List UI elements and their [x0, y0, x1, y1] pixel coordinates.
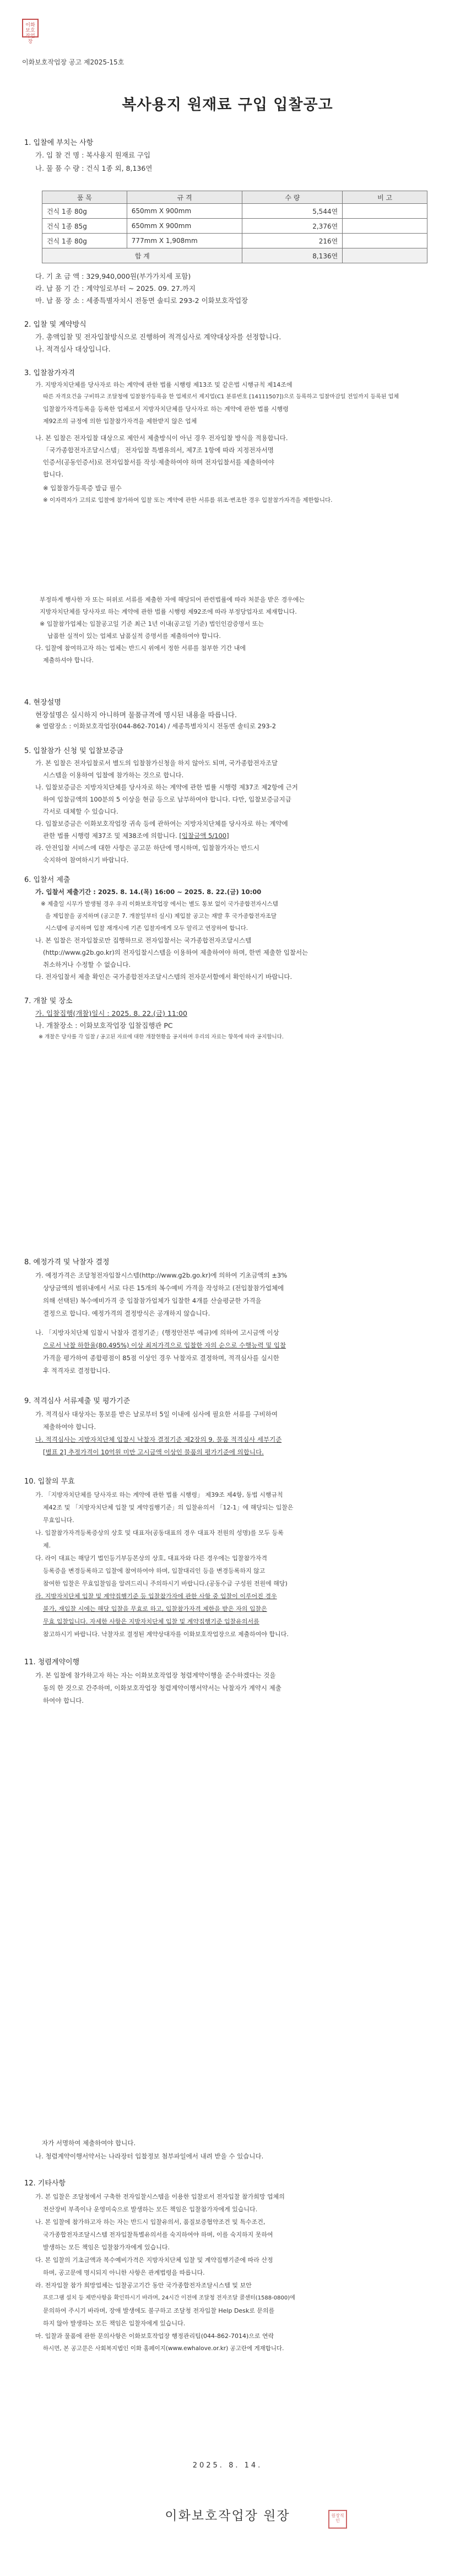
col-note: 비 고 [343, 191, 427, 204]
s3-note-2: ※ 이자력자가 고의로 입찰에 참가하여 입찰 또는 계약에 관한 서류를 위조·변조한 경우 입찰참가자격을 제한합니다. [43, 497, 333, 504]
section-11-heading: 11. 청렴계약이행 [24, 1658, 80, 1666]
cell-item: 건식 1종 85g [42, 219, 127, 234]
col-item: 품 목 [42, 191, 127, 204]
s8-line: 나. 「지방자치단체 입찰시 낙찰자 결정기준」(행정안전부 예규)에 의하여 고시금액 이상 [35, 1329, 279, 1336]
s4-line-2: ※ 열람장소 : 이화보호작업장(044-862-7014) / 세종특별자치시 전동면 솔티로 293-2 [35, 722, 277, 730]
s5-line: 라. 안전입찰 서비스에 대한 사항은 공고문 하단에 명시하며, 입찰참가자는 반드시 [35, 844, 259, 852]
s3-cont-line: 지방자치단체를 당사자로 하는 계약에 관한 법률 시행령 제92조에 따라 부정당업자로 제재합니다. [40, 608, 297, 615]
s3-cont-line: 제출하셔야 합니다. [43, 657, 94, 664]
s6-line: 취소하거나 수정할 수 없습니다. [43, 961, 131, 968]
s2-line-1: 가. 총액입찰 및 전자입찰방식으로 진행하여 적격심사로 계약대상자를 선정합니다. [35, 333, 281, 341]
cell-qty: 216연 [242, 234, 343, 248]
s12-line: 발생하는 모든 책임은 입찰참가자에게 있습니다. [43, 2244, 170, 2251]
s7-opening-time: 가. 입찰집행(개찰)일시 : 2025. 8. 22.(금) 11:00 [35, 1009, 187, 1018]
table-row [42, 219, 427, 234]
s11-line: 가. 본 입찰에 참가하고자 하는 자는 이화보호작업장 청렴계약이행을 준수하겠다는 것을 [35, 1671, 276, 1679]
s12-line: 나. 본 입찰에 참가하고자 하는 자는 반드시 입찰유의서, 품질보증협약조건 및 특수조건, [35, 2218, 266, 2226]
cell-item: 건식 1종 80g [42, 234, 127, 248]
s10-line: 불가, 재입찰 시에는 해당 입찰을 무효로 하고, 입찰참가자격 제한을 받은 자의 입찰은 [43, 1605, 267, 1612]
s10-line: 나. 입찰참가자격등록증상의 상호 및 대표자(공동대표의 경우 대표자 전원의 성명)를 모두 등록 [35, 1529, 284, 1536]
s10-line: 등록증을 변경등록하고 입찰에 참여하여야 하며, 입찰대리인 등을 변경등록하지 않고 [43, 1567, 266, 1574]
section-5-heading: 5. 입찰참가 신청 및 입찰보증금 [24, 747, 123, 755]
s10-line: 무효 입찰입니다. 자세한 사항은 지방자치단체 입찰 및 계약집행기준 입찰유의서를 [43, 1618, 259, 1625]
s6-line: 나. 본 입찰은 전자입찰로만 집행하므로 전자입찰서는 국가종합전자조달시스템 [35, 937, 252, 944]
s12-line: 다. 본 입찰의 기초금액과 복수예비가격은 지방자치단체 입찰 및 계약집행기준에 따라 산정 [35, 2256, 273, 2264]
cell-qty: 2,376연 [242, 219, 343, 234]
s12-line: 프로그램 설치 등 제반사항을 확인하시기 바라며, 24시간 이전에 조달청 전자조달 콜센터(1588-0800)에 [43, 2295, 295, 2301]
s3-note-1: ※ 입찰참가등록증 발급 필수 [43, 484, 122, 492]
s6-line: 가. 입찰서 제출기간 : 2025. 8. 14.(목) 16:00 ~ 2025. 8. 22.(금) 10:00 [35, 888, 262, 896]
s10-line: 무효입니다. [43, 1517, 74, 1524]
page-title: 복사용지 원재료 구입 입찰공고 [122, 96, 333, 113]
s2-line-2: 나. 적격심사 대상입니다. [35, 345, 111, 353]
registration-stamp [22, 19, 39, 45]
s8-line: 상당금액의 범위내에서 서로 다른 15개의 복수예비 가격을 작성하고 (전입찰참가업체에 [43, 1284, 284, 1292]
s6-line: (http://www.g2b.go.kr)의 전자입찰시스템을 이용하여 제출하여야 하며, 한번 제출한 입찰서는 [43, 949, 308, 956]
total-note [343, 248, 427, 263]
s6-line: 을 제입찰을 공지하며 (공고문 7. 개찰일부터 실시) 제입찰 공고는 재발 후 국가종합전자조달 [45, 913, 277, 919]
s5-line [35, 830, 432, 842]
s12-line: 하지 않아 발생하는 모든 책임은 입찰자에게 있습니다. [43, 2320, 186, 2327]
s5-line: 시스템을 이용하여 입찰에 참가하는 것으로 합니다. [43, 771, 184, 779]
section-7-heading: 7. 개찰 및 장소 [24, 997, 73, 1005]
s4-line-1: 현장설명은 실시하지 아니하며 물품규격에 명시된 내용을 따릅니다. [35, 711, 237, 719]
total-qty: 8,136연 [242, 248, 343, 263]
p2-line-1: 자가 서명하여 제출하여야 합니다. [42, 2139, 136, 2147]
s12-line: 문의하여 주시기 바라며, 장애 발생에도 불구하고 조달청 전자입찰 Help Desk로 문의를 [43, 2307, 275, 2314]
section-8-heading: 8. 예정가격 및 낙찰자 결정 [24, 1258, 110, 1267]
s3-ga-line: 따른 자격요건을 구비하고 조달청에 입찰참가등록을 한 업체로서 제지업(C1 분류번호 [14111507])으로 등록하고 입찰마감일 전일까지 등록된 업체 [43, 394, 399, 400]
s12-line: 라. 전자입찰 참가 희망업체는 입찰공고기간 동안 국가종합전자조달시스템 및 보안 [35, 2282, 252, 2289]
s6-line: 시스템에 공지하며 입찰 재개시에 기존 입찰자에게 모두 알리고 연장하여 합니다. [45, 925, 248, 932]
s10-line: 다. 라이 대표는 해당기 법인등기부등본상의 상호, 대표자와 다른 경우에는 입찰참가자격 [35, 1555, 267, 1562]
cell-spec: 650mm X 900mm [127, 219, 242, 234]
s3-na-line: 합니다. [43, 470, 63, 478]
table-row [42, 234, 427, 248]
stamp-text: 이화보호작업장 [25, 23, 35, 45]
s8-line: 결정으로 합니다. 예정가격의 결정방식은 공개하지 않습니다. [43, 1309, 210, 1317]
s3-cont-line: ※ 입찰참가업체는 입찰공고일 기준 최근 1년 이내(공고일 기준) 법인인감증명서 또는 [40, 620, 264, 627]
s9-line: 제출하여야 합니다. [43, 1423, 96, 1431]
section-6-heading: 6. 입찰서 제출 [24, 876, 71, 884]
s10-line: 라. 지방자치단체 입찰 및 계약집행기준 등 입찰참가자에 관한 사항 중 입찰이 이루어진 경우 [35, 1593, 277, 1600]
cell-qty: 5,544연 [242, 204, 343, 219]
table-row [42, 204, 427, 219]
s3-na-line: 「국가종합전자조달시스템」 전자입찰 특별유의서, 제7조 1항에 따라 지정전자서명 [43, 446, 274, 454]
section-9-heading: 9. 적격심사 서류제출 및 평가기준 [24, 1397, 131, 1405]
s10-line: 가. 「지방자치단체를 당사자로 하는 계약에 관한 법률 시행령」 제39조 제4항, 동법 시행규칙 [35, 1491, 283, 1498]
s7-note: ※ 개찰은 당사를 각 입찰 / 공고된 자료에 대한 개찰현황을 공지하며 우리의 자료는 항목에 따라 공지합니다. [39, 1034, 284, 1040]
s3-cont-line: 다. 입찰에 참여하고자 하는 업체는 반드시 위에서 정한 서류를 첨부한 기간 내에 [35, 645, 246, 652]
s1-quantity: 나. 물 품 수 량 : 건식 1종 외, 8,136연 [35, 164, 153, 172]
s8-line: 의해 선택된) 복수예비가격 중 입찰참가업체가 입찰한 4개를 산술평균한 가격을 [43, 1297, 262, 1305]
s3-ga [35, 379, 432, 427]
s11-line: 동의 한 것으로 간주하며, 이화보호작업장 청렴계약이행서약서는 낙찰자가 계약시 제출 [43, 1684, 281, 1692]
s9-line: 나. 적격심사는 지방자치단체 입찰시 낙찰자 결정기준 제2장의 9. 물품 적격심사 세부기준 [35, 1436, 282, 1443]
s5-line-text: 관한 법률 시행령 제37조 및 제38조에 의합니다. [43, 832, 177, 840]
s3-na-line: 인증서(공동인증서)로 전자입찰서를 작성·제출하여야 하며 전자입찰서를 제출하여야 [43, 458, 274, 466]
s3-ga-line: 입찰참가자격등록을 등록한 업체로서 지방자치단체를 당사자로 하는 계약에 관한 법률 시행령 [43, 405, 289, 413]
s1-delivery-period: 라. 납 품 기 간 : 계약일로부터 ~ 2025. 09. 27.까지 [35, 284, 196, 293]
section-4-heading: 4. 현장설명 [24, 699, 61, 707]
s8-body [35, 1269, 432, 1377]
s6-line: 다. 전자입찰서 제출 확인은 국가종합전자조달시스템의 전자문서함에서 확인하시기 바랍니다. [35, 973, 292, 981]
s7-opening-place: 나. 개찰장소 : 이화보호작업장 입찰집행관 PC [35, 1021, 173, 1030]
s12-line: 국가종합전자조달시스템 전자입찰특별유의서를 숙지하여야 하며, 이를 숙지하지 못하여 [43, 2231, 273, 2238]
s10-line: 참고하시기 바랍니다. 낙찰자로 결정된 계약상대자를 이화보호작업장으로 제출하여야 합니다. [43, 1631, 289, 1638]
s3-cont-line: 부정하게 행사한 자 또는 허위로 서류를 제출한 자에 해당되어 관련법률에 따라 처분을 받은 경우에는 [40, 596, 305, 603]
section-10-heading: 10. 입찰의 무효 [24, 1478, 75, 1486]
col-spec: 규 격 [127, 191, 242, 204]
cell-item: 건식 1종 80g [42, 204, 127, 219]
s8-line: 후 적격자로 결정합니다. [43, 1367, 111, 1374]
s1-delivery-place: 마. 납 품 장 소 : 세종특별자치시 전동면 솔티로 293-2 이화보호작업장 [35, 296, 248, 305]
s5-line: 하여 입찰금액의 100분의 5 이상을 현금 등으로 납부하여야 합니다. 다만, 입찰보증금지급 [43, 795, 291, 803]
s12-line: 마. 입찰과 물품에 관한 문의사항은 이화보호작업장 행정관리팀(044-862-7014)으로 연락 [35, 2333, 274, 2340]
total-label: 합 계 [42, 248, 242, 263]
s8-line: 가. 예정가격은 조달청전자입찰시스템(http://www.g2b.go.kr)에 의하여 기초금액의 ±3% [35, 1271, 288, 1279]
s9-line: [별표 2] 추정가격이 10억원 미만 고시금액 이상인 물품의 평가기준에 의합니다. [43, 1448, 264, 1456]
s8-line: 가격을 평가하여 종합평점이 85점 이상인 경우 낙찰자로 결정하며, 적격심사를 실시한 [43, 1354, 279, 1362]
s5-body [35, 757, 432, 866]
seal-text: 원장직인 [331, 2513, 344, 2523]
cell-note [343, 234, 427, 248]
cell-spec: 650mm X 900mm [127, 204, 242, 219]
director-signature: 이화보호작업장 원장 [165, 2509, 290, 2523]
section-1-heading: 1. 입찰에 부치는 사항 [24, 139, 94, 147]
s12-body [35, 2190, 432, 2355]
p2-line-2: 나. 청렴계약이행서약서는 나라장터 입찰정보 첨부파일에서 내려 받을 수 있습니다. [35, 2152, 264, 2160]
s5-bond-note: [입찰금액 5/100] [179, 832, 229, 840]
s12-line: 가. 본 입찰은 조달청에서 구축한 전자입찰시스템을 이용한 입찰로서 전자입찰 참가희망 업체의 [35, 2193, 285, 2200]
s10-line: 참여한 입찰은 무효입찰임을 알려드리니 주의하시기 바랍니다.(공동수급 구성원 전원에 해당) [43, 1580, 288, 1587]
s5-line: 가. 본 입찰은 전자입찰로서 별도의 입찰참가신청을 하지 않아도 되며, 국가종합전자조달 [35, 759, 278, 767]
s3-ga-line: 가. 지방자치단체를 당사자로 하는 계약에 관한 법률 시행령 제13조 및 같은법 시행규칙 제14조에 [35, 381, 292, 388]
cell-note [343, 204, 427, 219]
s12-line: 전산장비 부족이나 운영미숙으로 발생하는 모든 책임은 입찰참가자에게 있습니다. [43, 2206, 258, 2213]
s3-na-line: 나. 본 입찰은 전자입찰 대상으로 제안서 제출방식이 아닌 경우 전자입찰 방식을 적용합니다. [35, 434, 288, 442]
section-12-heading: 12. 기타사항 [24, 2179, 66, 2188]
table-total-row [42, 248, 427, 263]
items-table [42, 191, 427, 263]
cell-note [343, 219, 427, 234]
cell-spec: 777mm X 1,908mm [127, 234, 242, 248]
s11-body [35, 1669, 432, 1707]
s12-line: 하시면, 본 공고문은 사회복지법인 이화 홈페이지(www.ewhalove.or.kr) 공고란에 게재합니다. [43, 2345, 284, 2352]
s1-item-name: 가. 입 찰 건 명 : 복사용지 원재료 구입 [35, 151, 151, 159]
s9-body [35, 1408, 432, 1459]
table-header-row [42, 191, 427, 204]
s5-line: 각서로 대체할 수 있습니다. [43, 808, 118, 815]
section-3-heading: 3. 입찰참가자격 [24, 369, 75, 377]
s5-line: 다. 입찰보증금은 이화보호작업장 귀속 등에 관하여는 지방자치단체를 당사자로 하는 계약에 [35, 820, 288, 827]
s10-line: 제. [43, 1542, 51, 1549]
s8-line: 으로서 낙찰 하한율(80.495%) 이상 최저가격으로 입찰한 자의 순으로 수행능력 및 입찰 [43, 1341, 286, 1349]
s3-cont-line: 납품한 실적이 있는 업체로 납품실적 증명서를 제출하여야 합니다. [47, 632, 221, 640]
notice-date: 2025. 8. 14. [192, 2461, 263, 2470]
reference-number: 이화보호작업장 공고 제2025-15호 [22, 58, 124, 66]
s5-line: 숙지하여 참여하시기 바랍니다. [43, 856, 129, 864]
s1-base-amount: 다. 기 초 금 액 : 329,940,000원(부가가치세 포함) [35, 272, 191, 280]
s10-line: 제42조 및 「지방자치단체 입찰 및 계약집행기준」의 입찰유의서 「12-1」에 해당되는 입찰은 [43, 1504, 294, 1511]
official-seal [328, 2510, 347, 2529]
section-2-heading: 2. 입찰 및 계약방식 [24, 321, 86, 329]
s3-continued [35, 594, 436, 667]
s6-body [35, 886, 432, 983]
s3-na [35, 432, 432, 480]
col-qty: 수 량 [242, 191, 343, 204]
s3-ga-line: 제92조의 규정에 의한 입찰참가자격을 제한받지 않은 업체 [43, 418, 197, 425]
s5-line: 나. 입찰보증금은 지방자치단체를 당사자로 하는 계약에 관한 법률 시행령 제37조 제2항에 근거 [35, 783, 298, 791]
s12-line: 하며, 공고문에 명시되지 아니한 사항은 관계법령을 따릅니다. [43, 2269, 205, 2276]
s10-body [35, 1489, 432, 1641]
s9-line: 가. 적격심사 대상자는 통보를 받은 날로부터 5일 이내에 심사에 필요한 서류를 구비하여 [35, 1410, 278, 1418]
s11-line: 하여야 합니다. [43, 1697, 84, 1704]
s6-line: ※ 제출일 시무가 발생될 경우 우리 이화보호작업장 에서는 별도 통보 없이 국가종합전자시스템 [41, 901, 278, 907]
